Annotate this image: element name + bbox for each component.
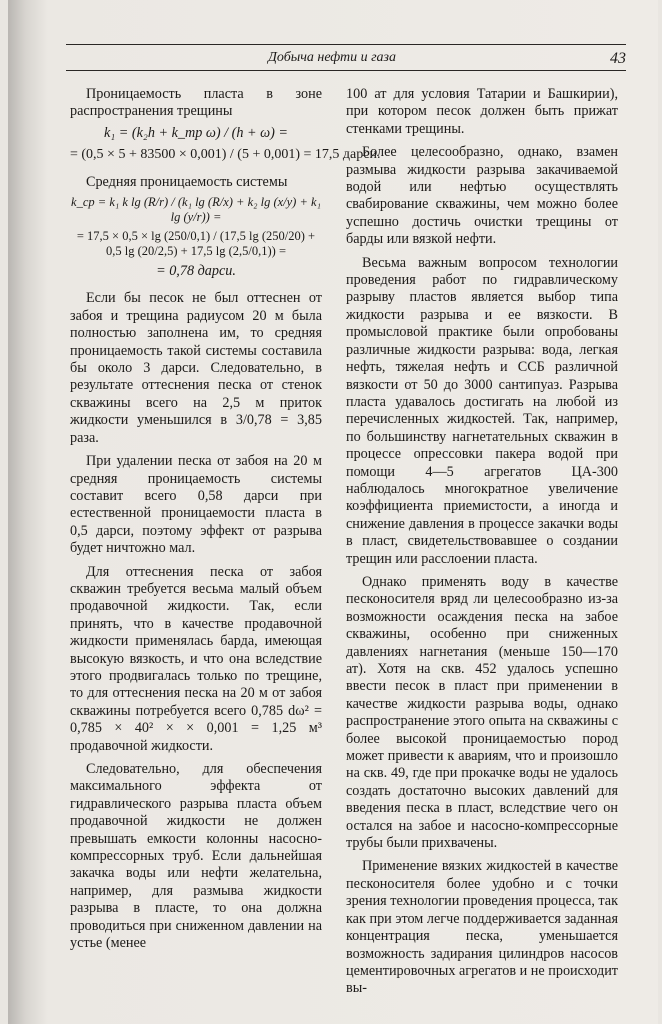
paragraph: Весьма важным вопросом технологии проведения работ по гидравлическому разрыву пластов является выбор типа жидкости разрыва и ее вязкости. В промысловой практике были опробованы различные жидкости разрыва: вода, легкая нефть, тяжелая нефть и ССБ различной вязкости от 50 до 3000 сантипуаз. Разрыва пласта удавалось достигать на любой из перечисленных жидкостей. Так, например, по большинству нагнетательных скважин в процессе опрессовки пакера водой при помощи 4—5 агрегатов ЦА-300 наблюдалось многократное увеличение коэффициента приемистости, а иногда и снижение давления в процессе закачки воды в пласт, свидетельствовавшее о создании трещин или расслоении пласта. (346, 254, 618, 567)
paragraph: Проницаемость пласта в зоне распространения трещины (70, 86, 322, 120)
paragraph: Если бы песок не был оттеснен от забоя и трещина радиусом 20 м была полностью заполнена им, то средняя проницаемость такой системы составила бы около 3 дарси. Следовательно, в результате оттеснения песка от стенок скважины всего на 2,5 м приток жидкости уменьшился в 3/0,78 = 3,85 раза. (70, 290, 322, 446)
header-rule-top (66, 44, 626, 45)
paragraph: Следовательно, для обеспечения максимального эффекта от гидравлического разрыва пласта объем продавочной жидкости не должен превышать емкости колонны насосно-компрессорных труб. Если дальнейшая закачка воды или нефти желательна, например, для размыва жидкости разрыва в пласте, то она должна проводиться при сниженном давлении на устье (менее (70, 761, 322, 952)
paragraph: Для оттеснения песка от забоя скважин требуется весьма малый объем продавочной жидкости. Так, если принять, что в качестве продавочной жидкости применялась барда, имеющая высокую вязкость, и что она вследствие этого продвигалась только по трещине, то для оттеснения песка на 20 м от забоя скважины потребуется всего 0,785 dω² = 0,785 × 40² × × 0,001 = 1,25 м³ продавочной жидкости. (70, 563, 322, 754)
running-title: Добыча нефти и газа (268, 50, 397, 65)
formula-kcp: k_ср = k₁ k lg (R/r) / (k₁ lg (R/x) + k₂ lg (x/y) + k₁ lg (y/r)) = (71, 195, 321, 225)
paragraph: Применение вязких жидкостей в качестве песконосителя более удобно и с точки зрения технологии проведения процесса, так как при этом легче поддерживается заданная концентрация песка, уменьшается возможность задирания цилиндров насосов цементировочных агрегатов и не происходит вы- (346, 858, 618, 997)
left-column (70, 86, 381, 952)
paragraph: 100 ат для условия Татарии и Башкирии), при котором песок должен быть прижат стенками трещины. (346, 86, 618, 137)
paragraph: При удалении песка от забоя на 20 м средняя проницаемость системы составит всего 0,58 дарси при естественной проницаемости пласта в 0,5 дарси, поэтому эффект от разрыва будет ничтожно мал. (70, 453, 322, 557)
formula-k1-calc: = (0,5 × 5 + 83500 × 0,001) / (5 + 0,001) = 17,5 дарси. (70, 147, 381, 163)
formula-kcp-calc: = 17,5 × 0,5 × lg (250/0,1) / (17,5 lg (250/20) + 0,5 lg (20/2,5) + 17,5 lg (2,5/0,1)) = (76, 229, 316, 259)
page-number: 43 (610, 50, 626, 67)
right-column (346, 86, 618, 998)
paragraph: Средняя проницаемость системы (86, 173, 288, 190)
header-rule-bottom (66, 70, 626, 71)
book-page (8, 0, 658, 1024)
paragraph: Более целесообразно, однако, взамен размыва жидкости разрыва закачиваемой водой или нефтью осуществлять свабирование скважины, чем можно более успешно достичь очистки трещины от барды или вязкой нефти. (346, 144, 618, 248)
formula-k1: k₁ = (k₂h + k_тр ω) / (h + ω) = (103, 124, 288, 141)
paragraph: Однако применять воду в качестве песконосителя вряд ли целесообразно из-за возможности осаждения песка на забое скважины, особенно при сниженных давлениях нагнетания (меньше 150—170 ат). Хотя на скв. 452 удалось успешно ввести песок в пласт при применении в качестве жидкости разрыва воды, однако распространение этого опыта на скважины с более высокой проницаемостью пород может привести к авариям, что и произошло на скв. 49, где при прокачке воды не удалось создать достаточно высоких давлений для введения песка в пласт, вследствие чего он остался на забое и насосно-компрессорные трубы были прихвачены. (346, 573, 618, 852)
formula-kcp-result: = 0,78 дарси. (156, 263, 236, 280)
